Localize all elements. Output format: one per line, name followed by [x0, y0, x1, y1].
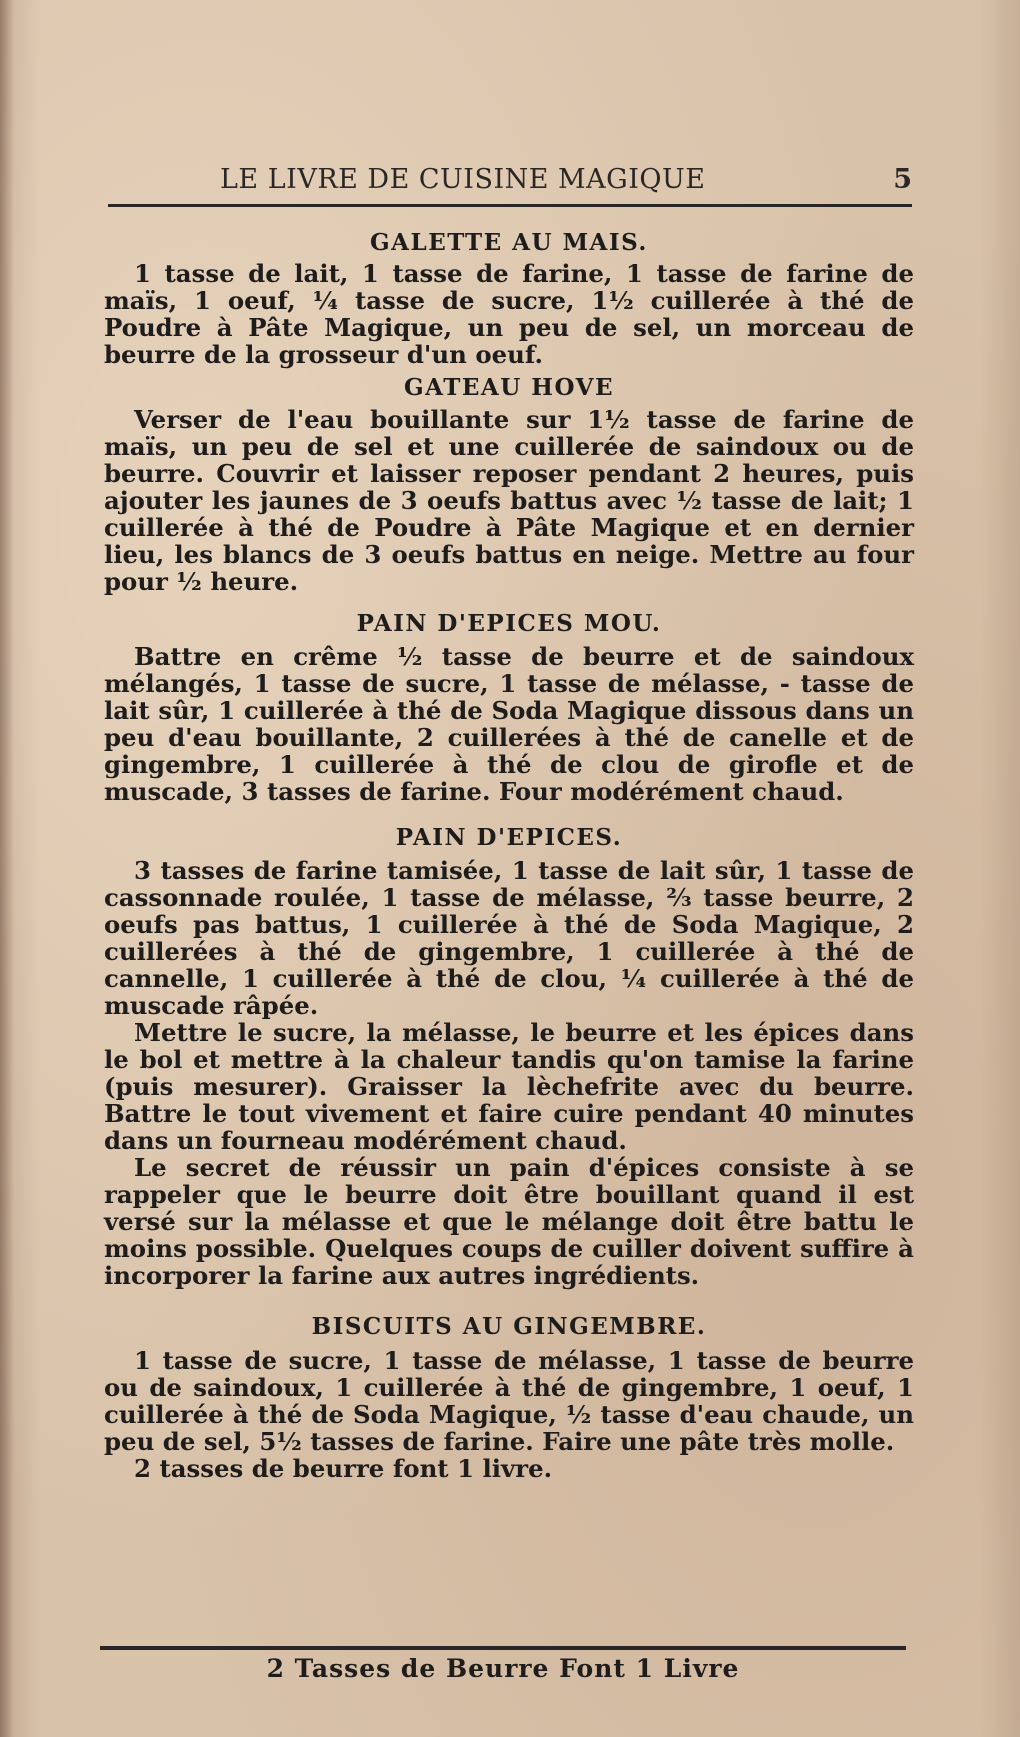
recipe-paragraph: 1 tasse de sucre, 1 tasse de mélasse, 1 tasse de beurre ou de saindoux, 1 cuillerée à thé de gingembre, 1 oeuf, 1 cuillerée à thé de Soda Magique, ½ tasse d'eau chaude, un peu de sel, 5½ tasses de farine. Faire une pâte très molle.: [104, 1346, 914, 1456]
page-body: [104, 224, 914, 1482]
recipe-pain-d-epices: [104, 819, 914, 1289]
recipe-pain-d-epices-mou: [104, 605, 914, 805]
footer-rule: [100, 1646, 906, 1650]
recipe-paragraph: Mettre le sucre, la mélasse, le beurre et les épices dans le bol et mettre à la chaleur tandis qu'on tamise la farine (puis mesurer). Graisser la lèchefrite avec du beurre. Battre le tout vivement et faire cuire pendant 40 minutes dans un fourneau modérément chaud.: [104, 1018, 914, 1155]
recipe-galette-au-mais: [104, 226, 914, 368]
recipe-paragraph: Verser de l'eau bouillante sur 1½ tasse de farine de maïs, un peu de sel et une cuillerée de saindoux ou de beurre. Couvrir et laisser reposer pendant 2 heures, puis ajouter les jaunes de 3 oeufs battus avec ½ tasse de lait; 1 cuillerée à thé de Poudre à Pâte Magique et en dernier lieu, les blancs de 3 oeufs battus en neige. Mettre au four pour ½ heure.: [104, 405, 914, 596]
book-title: LE LIVRE DE CUISINE MAGIQUE: [220, 164, 706, 195]
recipe-title: GALETTE AU MAIS.: [370, 229, 648, 256]
recipe-paragraph: 3 tasses de farine tamisée, 1 tasse de lait sûr, 1 tasse de cassonnade roulée, 1 tasse de mélasse, ⅔ tasse beurre, 2 oeufs pas battus, 1 cuillerée à thé de Soda Magique, 2 cuillerées à thé de gingembre, 1 cuillerée à thé de cannelle, 1 cuillerée à thé de clou, ¼ cuillerée à thé de muscade râpée.: [104, 856, 914, 1020]
page-edge-shadow: [0, 0, 14, 1737]
recipe-gateau-hove: [104, 370, 914, 595]
footer-slogan: 2 Tasses de Beurre Font 1 Livre: [266, 1654, 740, 1683]
running-header: [108, 164, 912, 207]
recipe-paragraph: Le secret de réussir un pain d'épices consiste à se rappeler que le beurre doit être bouillant quand il est versé sur la mélasse et que le mélange doit être battu le moins possible. Quelques coups de cuiller doivent suffire à incorporer la farine aux autres ingrédients.: [104, 1153, 914, 1290]
recipe-title: GATEAU HOVE: [403, 374, 615, 401]
recipe-paragraph: 1 tasse de lait, 1 tasse de farine, 1 tasse de farine de maïs, 1 oeuf, ¼ tasse de sucre, 1½ cuillerée à thé de Poudre à Pâte Magique, un peu de sel, un morceau de beurre de la grosseur d'un oeuf.: [104, 259, 914, 369]
page-number: 5: [893, 164, 912, 195]
recipe-title: BISCUITS AU GINGEMBRE.: [311, 1313, 707, 1340]
recipe-title: PAIN D'EPICES MOU.: [356, 610, 662, 637]
recipe-biscuits-au-gingembre: [104, 1307, 914, 1482]
recipe-paragraph: Battre en crême ½ tasse de beurre et de saindoux mélangés, 1 tasse de sucre, 1 tasse de mélasse, - tasse de lait sûr, 1 cuillerée à thé de Soda Magique dissous dans un peu d'eau bouillante, 2 cuillerées à thé de canelle et de gingembre, 1 cuillerée à thé de clou de girofle et de muscade, 3 tasses de farine. Four modérément chaud.: [104, 642, 914, 806]
recipe-paragraph: 2 tasses de beurre font 1 livre.: [134, 1454, 553, 1483]
recipe-title: PAIN D'EPICES.: [395, 824, 623, 851]
